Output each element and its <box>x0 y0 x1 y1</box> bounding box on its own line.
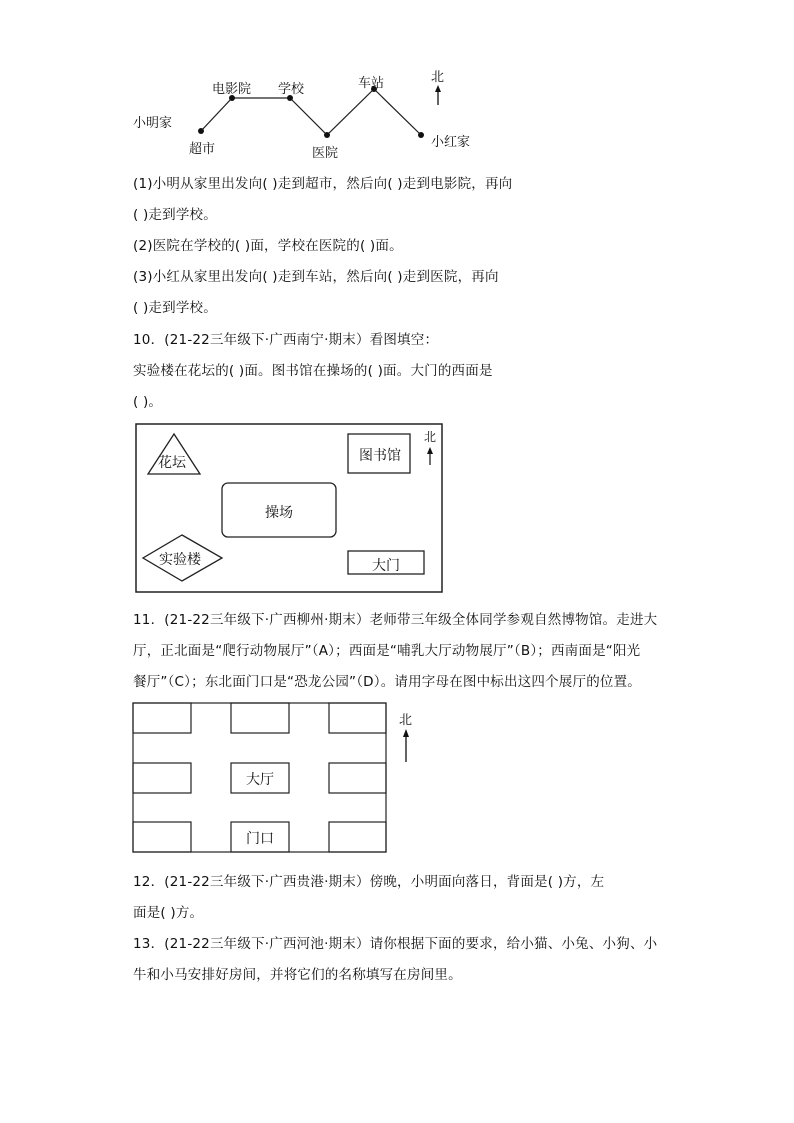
label-playground: 操场 <box>265 505 293 521</box>
label-flower-bed: 花坛 <box>158 455 186 471</box>
q11-line-3: 餐厅”（C）；东北面门口是“恐龙公园”（D）。请用字母在图中标出这四个展厅的位置。 <box>133 674 642 690</box>
room-middle-right <box>329 763 386 793</box>
q13-line-1: 13．(21-22三年级下·广西河池·期末）请你根据下面的要求，给小猫、小兔、小狗、小 <box>133 936 658 952</box>
q12-line-1: 12．(21-22三年级下·广西贵港·期末）傍晚，小明面向落日，背面是( )方，左 <box>133 874 605 890</box>
q10-line-1: 实验楼在花坛的( )面。图书馆在操场的( )面。大门的西面是 <box>133 363 493 379</box>
label-north: 北 <box>399 713 413 728</box>
room-bottom-right <box>329 822 386 852</box>
room-middle-left <box>133 763 191 793</box>
room-top-middle <box>231 703 289 733</box>
q9-line-3: (2)医院在学校的( )面，学校在医院的( )面。 <box>133 238 403 254</box>
label-xiaoming-home: 小明家 <box>133 116 173 131</box>
label-school: 学校 <box>278 82 305 97</box>
label-north: 北 <box>424 430 437 444</box>
label-hospital: 医院 <box>312 146 339 161</box>
label-north: 北 <box>431 70 445 85</box>
q13-line-2: 牛和小马安排好房间，并将它们的名称填写在房间里。 <box>133 967 462 983</box>
room-top-right <box>329 703 386 733</box>
q10-line-2: ( )。 <box>133 394 163 410</box>
q9-line-4: (3)小红从家里出发向( )走到车站，然后向( )走到医院，再向 <box>133 269 499 285</box>
q9-line-1: (1)小明从家里出发向( )走到超市，然后向( )走到电影院，再向 <box>133 176 513 192</box>
q12-line-2: 面是( )方。 <box>133 905 204 921</box>
label-gate: 大门 <box>372 558 400 574</box>
label-cinema: 电影院 <box>212 82 252 97</box>
label-supermarket: 超市 <box>189 142 216 157</box>
q11-line-1: 11．(21-22三年级下·广西柳州·期末）老师带三年级全体同学参观自然博物馆。走进大 <box>133 612 658 628</box>
q9-line-2: ( )走到学校。 <box>133 207 217 223</box>
label-library: 图书馆 <box>359 448 401 464</box>
q11-line-2: 厅，正北面是“爬行动物展厅”（A）；西面是“哺乳大厅动物展厅”（B）；西南面是“阳光 <box>133 643 641 659</box>
label-door: 门口 <box>246 831 274 847</box>
room-bottom-left <box>133 822 191 852</box>
q10-heading: 10．(21-22三年级下·广西南宁·期末）看图填空： <box>133 332 439 348</box>
label-xiaohong-home: 小红家 <box>431 135 471 150</box>
label-hall: 大厅 <box>246 772 274 788</box>
label-station: 车站 <box>358 76 385 91</box>
label-lab-building: 实验楼 <box>159 552 201 568</box>
room-top-left <box>133 703 191 733</box>
q9-line-5: ( )走到学校。 <box>133 300 217 316</box>
